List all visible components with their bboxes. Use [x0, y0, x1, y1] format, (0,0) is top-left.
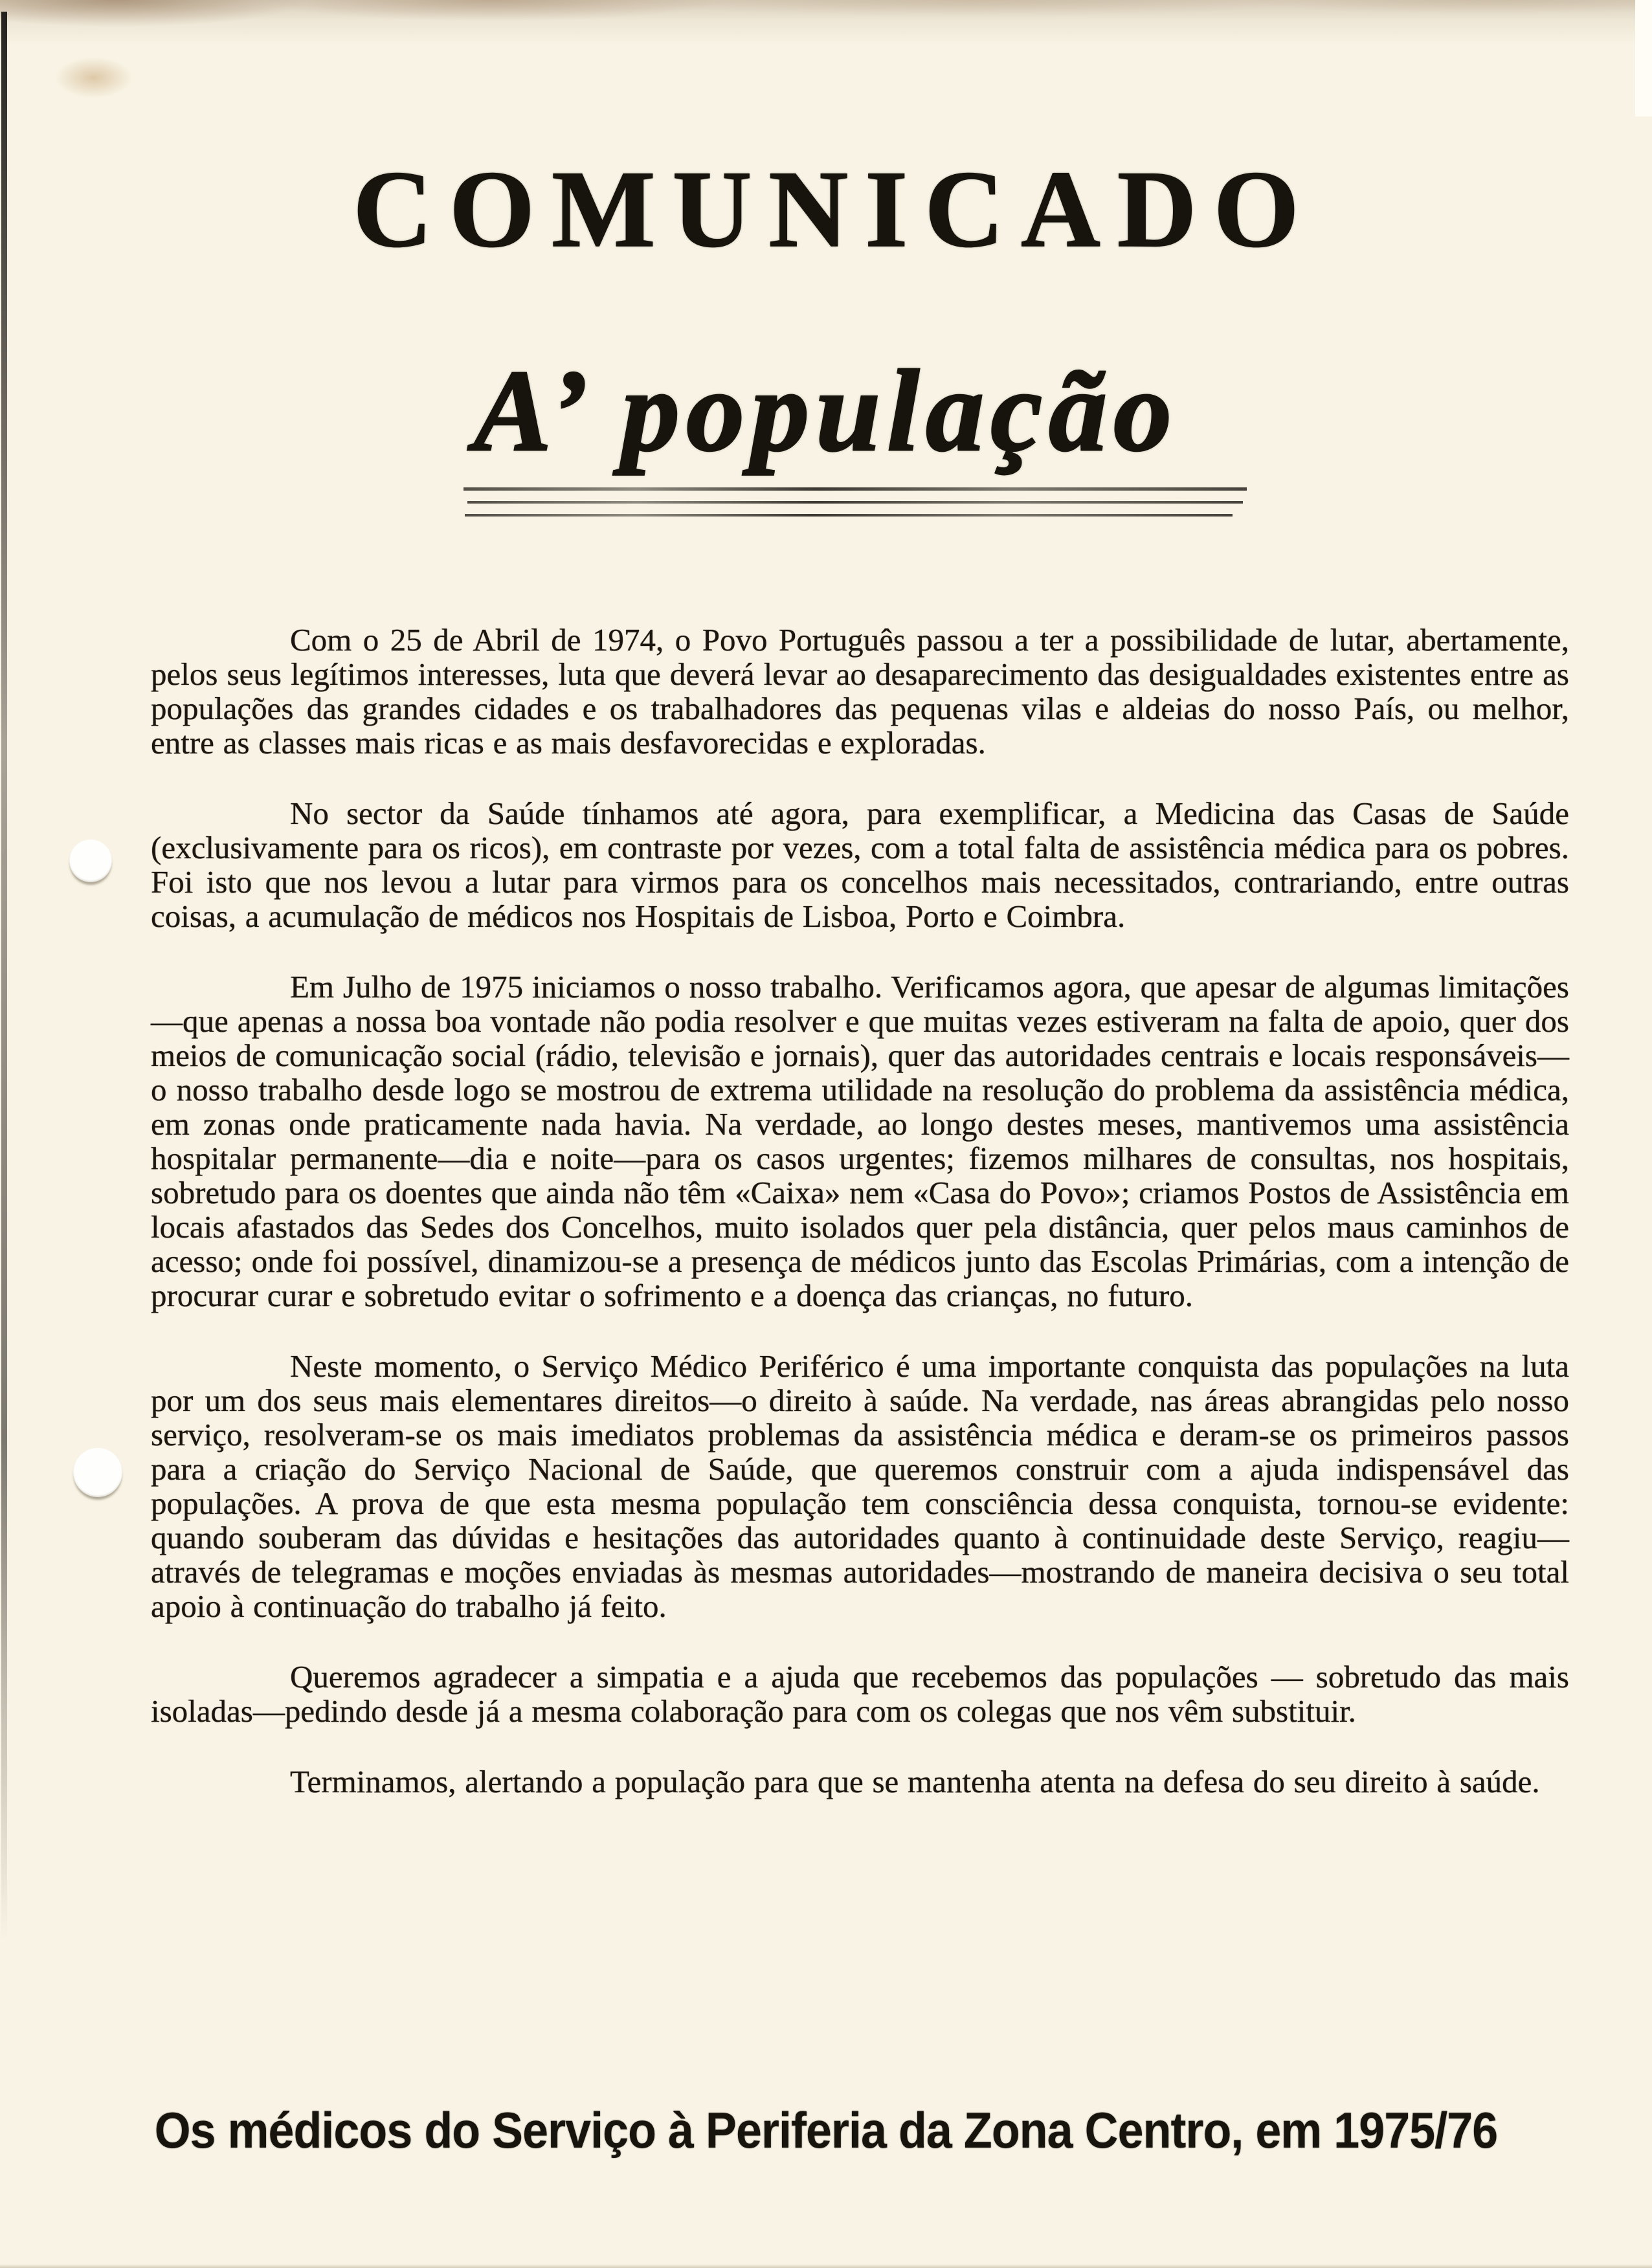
- underline-rule-1: [463, 487, 1247, 491]
- scan-smudge-top: [0, 0, 1652, 45]
- scan-edge-bottom: [0, 2264, 1652, 2268]
- paragraph-2: No sector da Saúde tínhamos até agora, para exemplificar, a Medicina das Casas de Saúde (exclusivamente para os ricos), em contraste por vezes, com a total falta de assistência médica para os pobres. Foi isto que nos levou a lutar para virmos para os concelhos mais necessitados, contrariando, entre outras coisas, a acumulação de médicos nos Hospitais de Lisboa, Porto e Coimbra.: [151, 795, 1569, 934]
- underline-rule-2: [467, 501, 1243, 504]
- underline-rule-3: [465, 514, 1233, 517]
- paragraph-1: Com o 25 de Abril de 1974, o Povo Português passou a ter a possibilidade de lutar, abertamente, pelos seus legítimos interesses, luta que deverá levar ao desaparecimento das desigualdades existentes entre as populações das grandes cidades e os trabalhadores das pequenas vilas e aldeias do nosso País, ou melhor, entre as classes mais ricas e as mais desfavorecidas e exploradas.: [151, 622, 1569, 761]
- hole-punch-top: [69, 839, 112, 882]
- paragraph-4: Neste momento, o Serviço Médico Periférico é uma importante conquista das populações na luta por um dos seus mais elementares direitos—o direito à saúde. Na verdade, nas áreas abrangidas pelo nosso serviço, resolveram-se os mais imediatos problemas da assistência médica e deram-se os primeiros passos para a criação do Serviço Nacional de Saúde, que queremos construir com a ajuda indispensável das populações. A prova de que esta mesma população tem consciência dessa conquista, tornou-se evidente: quando souberam das dúvidas e hesitações das autoridades quanto à continuidade deste Serviço, reagiu—através de telegramas e moções enviadas às mesmas autoridades—mostrando de maneira decisiva o seu total apoio à continuação do trabalho já feito.: [151, 1348, 1569, 1624]
- paragraph-6: Terminamos, alertando a população para que se mantenha atenta na defesa do seu direito à saúde.: [290, 1764, 1540, 1799]
- document-title: COMUNICADO: [353, 148, 1316, 270]
- scan-edge-left: [1, 12, 7, 1940]
- scan-edge-right: [1635, 0, 1652, 117]
- hole-punch-bottom: [73, 1448, 122, 1497]
- paragraph-3: Em Julho de 1975 iniciamos o nosso trabalho. Verificamos agora, que apesar de algumas limitações—que apenas a nossa boa vontade não podia resolver e que muitas vezes estiveram na falta de apoio, quer dos meios de comunicação social (rádio, televisão e jornais), quer das autoridades centrais e locais responsáveis—o nosso trabalho desde logo se mostrou de extrema utilidade na resolução do problema da assistência médica, em zonas onde praticamente nada havia. Na verdade, ao longo destes meses, mantivemos uma assistência hospitalar permanente—dia e noite—para os casos urgentes; fizemos milhares de consultas, nos hospitais, sobretudo para os doentes que ainda não têm «Caixa» nem «Casa do Povo»; criamos Postos de Assistência em locais afastados das Sedes dos Concelhos, muito isolados quer pela distância, quer pelos maus caminhos de acesso; onde foi possível, dinamizou-se a presença de médicos junto das Escolas Primárias, com a intenção de procurar curar e sobretudo evitar o sofrimento e a doença das crianças, no futuro.: [151, 969, 1569, 1313]
- document-subtitle: A’ população: [473, 346, 1179, 475]
- paper-stain: [39, 49, 149, 107]
- paragraph-5: Queremos agradecer a simpatia e a ajuda que recebemos das populações — sobretudo das mais isoladas—pedindo desde já a mesma colaboração para com os colegas que nos vêm substituir.: [151, 1659, 1569, 1729]
- signature-line: Os médicos do Serviço à Periferia da Zona Centro, em 1975/76: [154, 2102, 1498, 2159]
- document-body: [151, 623, 1569, 1799]
- subtitle-underline-rules: [463, 487, 1247, 527]
